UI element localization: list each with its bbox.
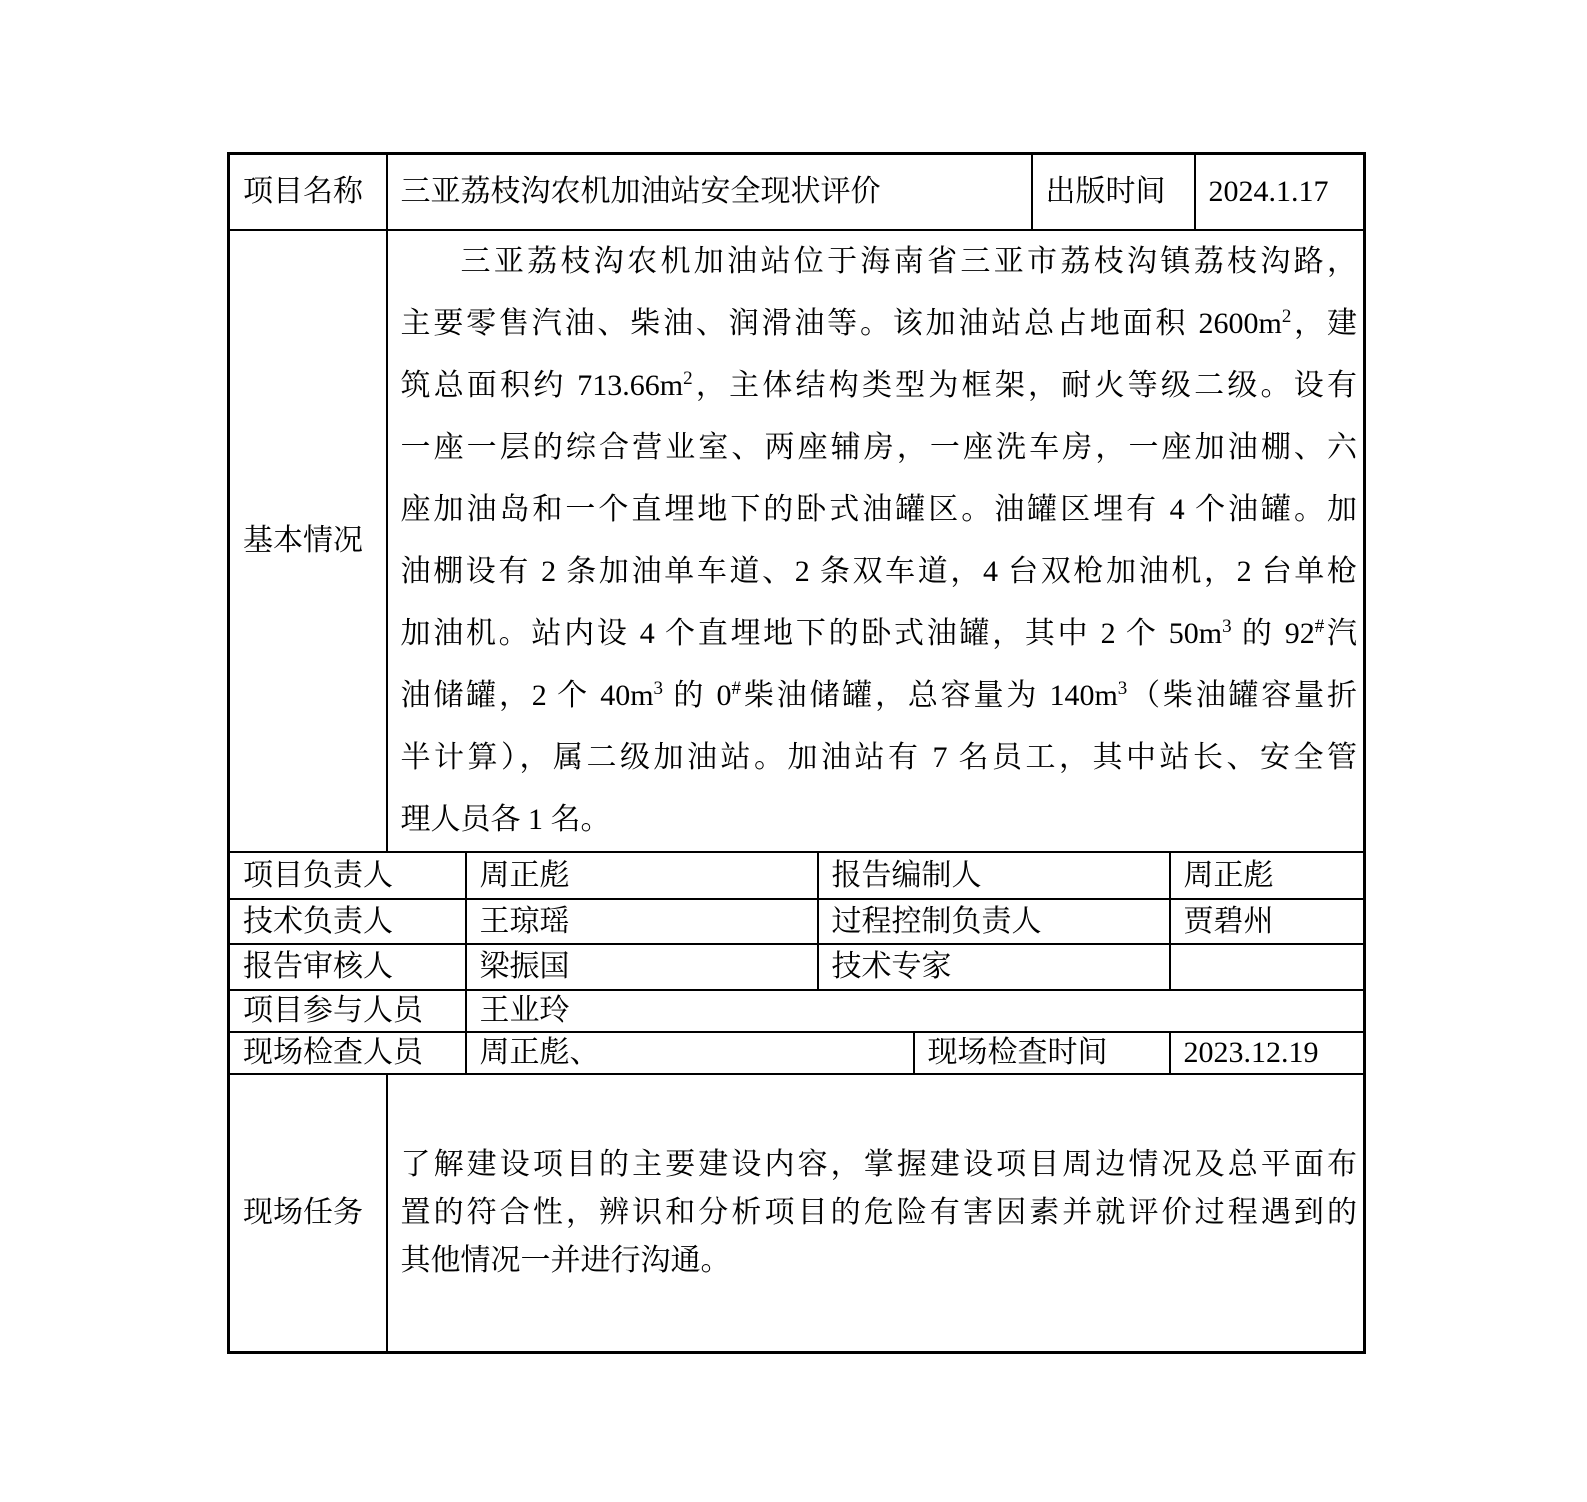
report-compiler-label: 报告编制人 (818, 852, 1170, 899)
participants-value: 王业玲 (466, 990, 1365, 1032)
inspection-row (229, 1032, 1365, 1074)
paragraph-line: 一座一层的综合营业室、两座辅房，一座洗车房，一座加油棚、六 (400, 431, 1357, 464)
paragraph-line: 其他情况一并进行沟通。 (400, 1244, 731, 1277)
publish-time-label: 出版时间 (1032, 154, 1195, 231)
paragraph-line: 置的符合性，辨识和分析项目的危险有害因素并就评价过程遇到的 (400, 1196, 1357, 1229)
report-compiler-value: 周正彪 (1170, 852, 1365, 899)
paragraph-line: 油棚设有 2 条加油单车道、2 条双车道，4 台双枪加油机，2 台单枪 (400, 555, 1357, 588)
report-reviewer-label: 报告审核人 (229, 944, 466, 990)
site-task-paragraph (387, 1074, 1365, 1353)
inspection-time-label: 现场检查时间 (914, 1032, 1170, 1074)
paragraph-line: 主要零售汽油、柴油、润滑油等。该加油站总占地面积 $2600m^2$，建 (400, 306, 1358, 340)
process-control-label: 过程控制负责人 (818, 899, 1170, 944)
paragraph-line: 筑总面积约 $713.66m^2$，主体结构类型为框架，耐火等级二级。设有 (400, 368, 1357, 402)
tech-leader-value: 王琼瑶 (466, 899, 818, 944)
leader-row (229, 852, 1365, 899)
project-info-table (227, 152, 1366, 1354)
publish-date-value: 2024.1.17 (1195, 154, 1365, 231)
paragraph-line: 油储罐，2 个 $40m^3$ 的 0#柴油储罐，总容量为 $140m^3$（柴油罐容量折 (400, 678, 1357, 712)
task-row (229, 1074, 1365, 1353)
tech-expert-label: 技术专家 (818, 944, 1170, 990)
project-leader-value: 周正彪 (466, 852, 818, 899)
paragraph-line: 座加油岛和一个直埋地下的卧式油罐区。油罐区埋有 4 个油罐。加 (400, 493, 1357, 526)
inspection-personnel-value: 周正彪、 (466, 1032, 914, 1074)
basic-info-row (229, 230, 1365, 852)
tech-leader-row (229, 899, 1365, 944)
header-row (229, 154, 1365, 231)
inspection-personnel-label: 现场检查人员 (229, 1032, 466, 1074)
paragraph-line: 半计算），属二级加油站。加油站有 7 名员工，其中站长、安全管 (400, 741, 1357, 774)
project-leader-label: 项目负责人 (229, 852, 466, 899)
tech-expert-value (1170, 944, 1365, 990)
participants-row (229, 990, 1365, 1032)
tech-leader-label: 技术负责人 (229, 899, 466, 944)
paragraph-line: 了解建设项目的主要建设内容，掌握建设项目周边情况及总平面布 (400, 1148, 1357, 1181)
process-control-value: 贾碧州 (1170, 899, 1365, 944)
project-name-value: 三亚荔枝沟农机加油站安全现状评价 (387, 154, 1032, 231)
participants-label: 项目参与人员 (229, 990, 466, 1032)
report-reviewer-value: 梁振国 (466, 944, 818, 990)
paragraph-line: 理人员各 1 名。 (400, 803, 611, 836)
basic-info-paragraph (387, 230, 1365, 852)
paragraph-line: 三亚荔枝沟农机加油站位于海南省三亚市荔枝沟镇荔枝沟路， (460, 245, 1357, 278)
basic-info-label: 基本情况 (229, 230, 387, 852)
project-name-label: 项目名称 (229, 154, 387, 231)
inspection-time-value: 2023.12.19 (1170, 1032, 1365, 1074)
site-task-label: 现场任务 (229, 1074, 387, 1353)
paragraph-line: 加油机。站内设 4 个直埋地下的卧式油罐，其中 2 个 $50m^3$ 的 92#汽 (400, 616, 1358, 650)
reviewer-row (229, 944, 1365, 990)
